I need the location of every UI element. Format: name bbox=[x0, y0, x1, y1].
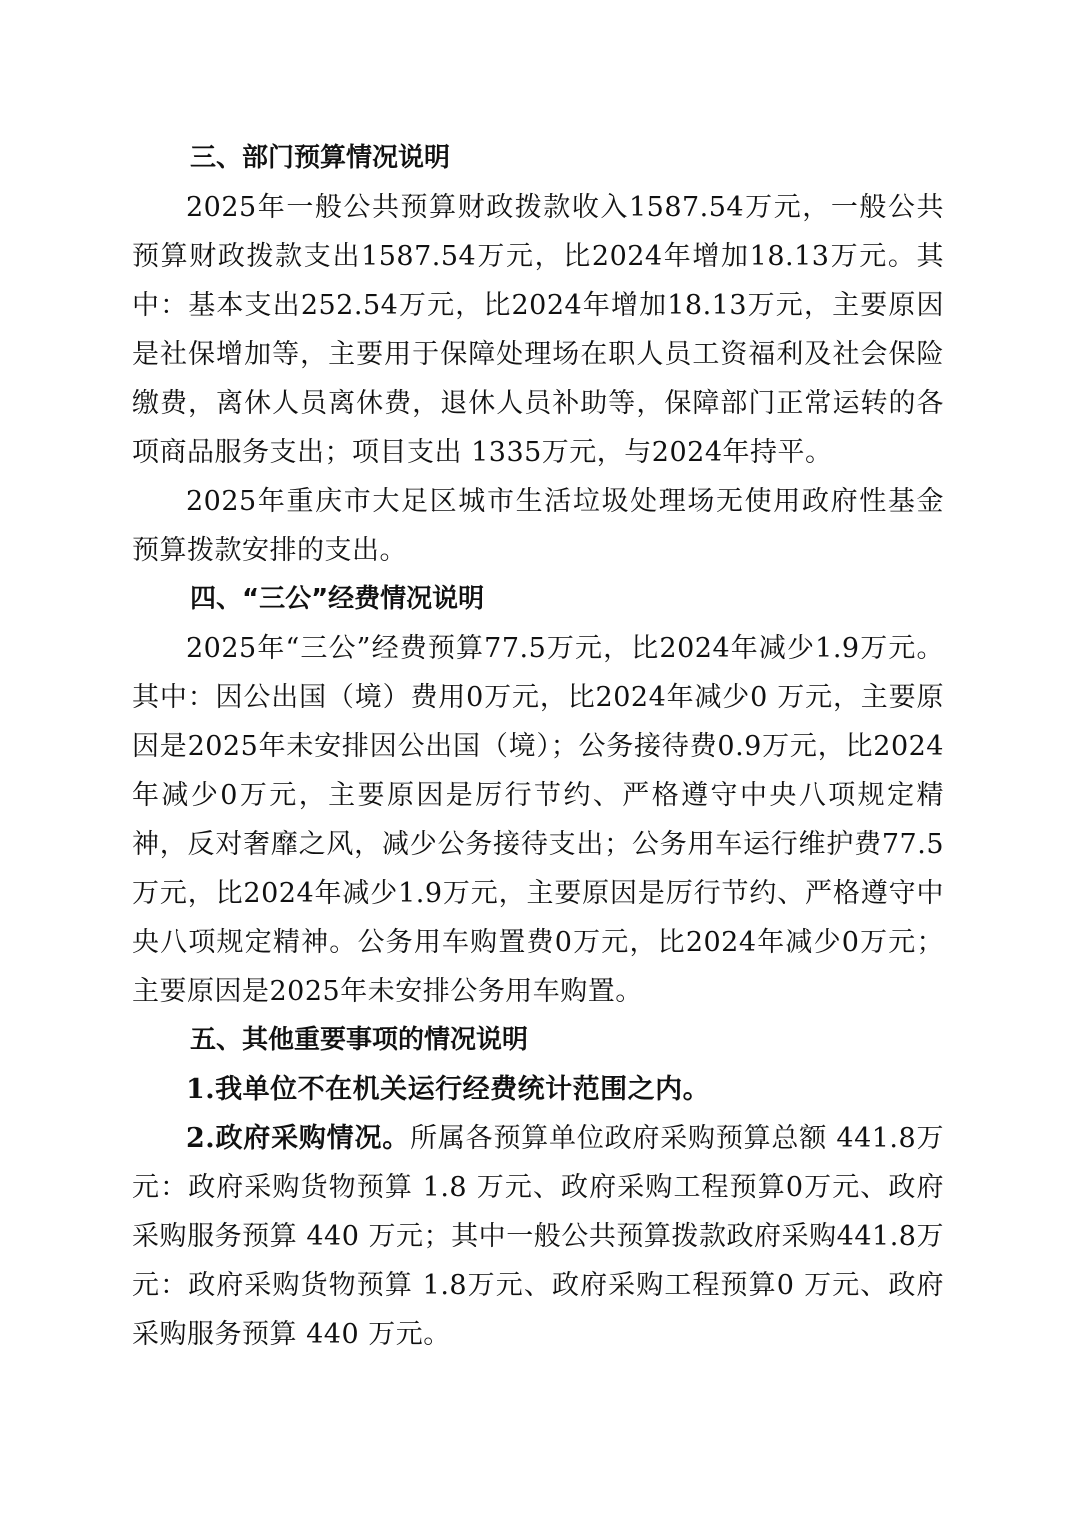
procurement-lead: 2.政府采购情况。 bbox=[186, 1123, 411, 1154]
section-heading-other-matters: 五、其他重要事项的情况说明 bbox=[190, 1025, 529, 1055]
other-matters-item-1: 1.我单位不在机关运行经费统计范围之内。 bbox=[186, 1074, 711, 1105]
procurement-body: 所属各预算单位政府采购预算总额 441.8万元：政府采购货物预算 1.8 万元、政府采购工程预算0万元、政府采购服务预算 440 万元；其中一般公共预算拨款政府采购441.8万元：政府采购货物预算 1.8万元、政府采购工程预算0 万元、政府采购服务预算 440 万元。 bbox=[132, 1123, 944, 1350]
section-heading-budget: 三、部门预算情况说明 bbox=[190, 143, 451, 173]
other-matters-item-2 bbox=[132, 1114, 944, 1359]
budget-paragraph-general: 2025年一般公共预算财政拨款收入1587.54万元，一般公共预算财政拨款支出1587.54万元，比2024年增加18.13万元。其中：基本支出252.54万元，比2024年增加18.13万元，主要原因是社保增加等，主要用于保障处理场在职人员工资福利及社会保险缴费，离休人员离休费，退休人员补助等，保障部门正常运转的各项商品服务支出；项目支出 1335万元，与2024年持平。 bbox=[132, 192, 944, 468]
three-public-paragraph: 2025年“三公”经费预算77.5万元，比2024年减少1.9万元。其中：因公出国（境）费用0万元，比2024年减少0 万元，主要原因是2025年未安排因公出国（境）；公务接待费0.9万元，比2024年减少0万元，主要原因是厉行节约、严格遵守中央八项规定精神，反对奢靡之风，减少公务接待支出；公务用车运行维护费77.5万元，比2024年减少1.9万元，主要原因是厉行节约、严格遵守中央八项规定精神。公务用车购置费0万元，比2024年减少0万元；主要原因是2025年未安排公务用车购置。 bbox=[132, 633, 944, 1007]
section-heading-three-public: 四、“三公”经费情况说明 bbox=[190, 584, 485, 614]
document-page bbox=[132, 134, 944, 1359]
budget-paragraph-fund: 2025年重庆市大足区城市生活垃圾处理场无使用政府性基金预算拨款安排的支出。 bbox=[132, 486, 944, 566]
